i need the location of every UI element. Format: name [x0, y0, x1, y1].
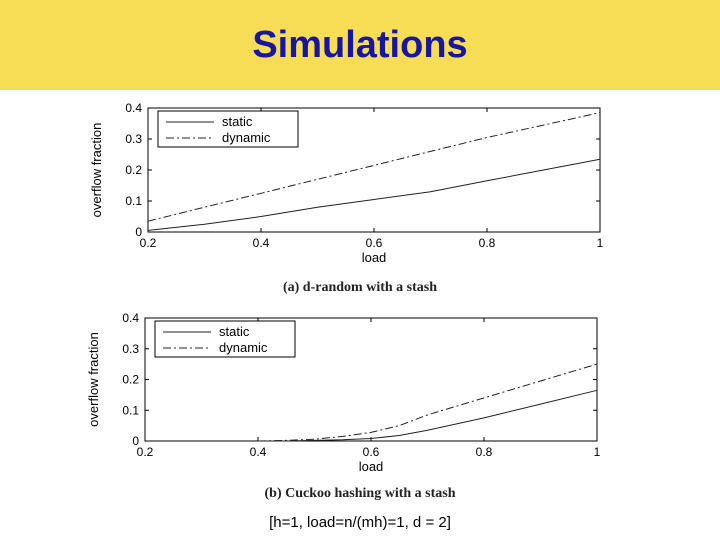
y-tick-label: 0.1 — [122, 403, 139, 418]
x-tick-label: 0.4 — [249, 445, 267, 459]
x-tick-label: 0.2 — [139, 236, 157, 250]
y-tick-label: 0.4 — [122, 311, 139, 325]
chart-caption-a — [0, 280, 720, 296]
x-axis-label: load — [358, 459, 384, 474]
x-axis-label: load — [361, 250, 387, 265]
y-axis-label: overflow fraction — [86, 332, 101, 427]
legend-label-dynamic: dynamic — [219, 340, 268, 355]
x-tick-label: 0.2 — [136, 445, 154, 459]
x-tick-label: 0.6 — [365, 236, 383, 250]
caption-label: (b) Cuckoo hashing with a stash — [264, 486, 456, 501]
chart-d-random — [0, 95, 720, 280]
y-tick-label: 0.3 — [125, 132, 142, 146]
y-tick-label: 0 — [132, 434, 139, 448]
parameters-footnote: [h=1, load=n/(mh)=1, d = 2] — [269, 514, 451, 531]
y-tick-label: 0 — [135, 225, 142, 239]
caption-label: (a) d-random with a stash — [282, 280, 437, 295]
legend-label-static: static — [222, 114, 253, 129]
x-tick-label: 0.6 — [362, 445, 380, 459]
x-tick-label: 0.8 — [475, 445, 493, 459]
chart-cuckoo-hashing — [0, 300, 720, 485]
x-tick-label: 1 — [593, 445, 601, 459]
y-tick-label: 0.2 — [122, 372, 139, 387]
y-tick-label: 0.3 — [122, 341, 139, 356]
legend-label-static: static — [219, 324, 250, 339]
y-tick-label: 0.2 — [125, 163, 142, 177]
slide-title: Simulations — [252, 24, 468, 66]
x-tick-label: 0.8 — [478, 236, 496, 250]
y-tick-label: 0.4 — [125, 101, 142, 115]
legend-label-dynamic: dynamic — [222, 130, 271, 145]
chart-caption-b — [0, 486, 720, 502]
y-tick-label: 0.1 — [125, 194, 142, 208]
x-tick-label: 1 — [596, 236, 604, 250]
x-tick-label: 0.4 — [252, 236, 270, 250]
y-axis-label: overflow fraction — [89, 122, 104, 218]
